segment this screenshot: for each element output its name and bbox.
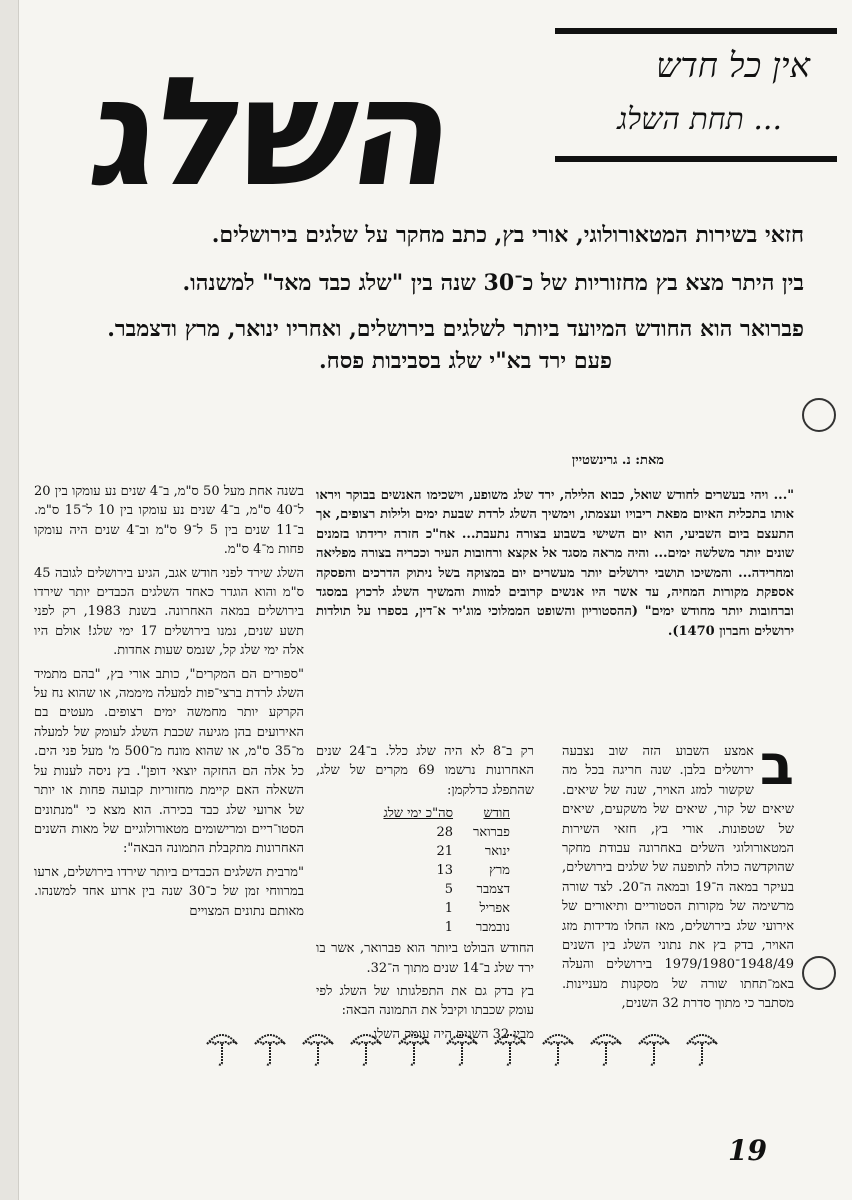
table-header-row — [373, 804, 520, 823]
table-row — [373, 918, 520, 937]
umbrella-icon — [541, 1028, 575, 1068]
month-cell: אפריל — [479, 901, 510, 917]
lead-line-2: בין היתר מצא בץ מחזוריות של כ־30 שנה בין "שלג כבד מאד" למשנהו. — [182, 270, 804, 296]
days-cell: 21 — [436, 844, 454, 860]
table-row — [373, 899, 520, 918]
paragraph: השלג שירד לפני חודש אגב, הגיע בירושלים לגובה 45 ס"מ והוא הוגדר כאחד השלגים הכבדים יותר שירדו בירושלים במאה האחרונה. בשנת 1983, רק לפני תשע שנים, נמנו בירושלים 17 ימי שלג! אולם היו אלה ימי שלג קל, שנמס שעות אחדות. — [34, 565, 304, 659]
table-row — [373, 823, 520, 842]
paragraph: החודש הבולט ביותר הוא פברואר, אשר בו ירד שלג ב־14 שנים מתוך ה־32. — [316, 941, 534, 976]
umbrella-icon — [301, 1028, 335, 1068]
umbrella-border — [205, 1028, 719, 1068]
paragraph: בשנה אחת מעל 50 ס"מ, ב־4 שנים נע עומקו בין 20 ל־40 ס"מ, ב־4 שנים נע עומקו בין 10 ל־15 ס"מ. ב־11 שנים בין 5 ל־9 ס"מ וב־4 שנים היה עומקו פחות מ־4 ס"מ. — [34, 484, 304, 558]
left-column-top — [34, 482, 304, 925]
lead-line-1: חזאי בשירות המטאורולוגי, אורי בץ, כתב מחקר על שלגים בירושלים. — [211, 222, 804, 248]
quote-text: "... ויהי בעשרים לחודש שואל, כבוא הלילה, ירד שלג משופע, וישכימו האנשים בבוקר ויראו אותו בתכלית האיום מפאת ריבויו ועצמתו, וימשיך השלג לרדת שבעת ימים ולילות רצופים, אך התעצם ביום השביעי, הוא יום השישי בשבוע בצורה נתעבת... אח"כ חזרה ירידתו בזמנים שונים יותר משלשה ימים... והיה מראה מסגד אל אקצא ורחובות העיר וככריה בצורה מפליאה ומחרידה... והמשיכו תושבי ירושלים יותר מעשרים יום במצוקה בשל ניתוק הדרכים והפסקה אספקת מקורות המחיה, עד אשר היו אנשים קרובים למוות והמשיך השלג לרכוץ במסגד וברחובות יותר מחודש ימים" (ההסטוריון והשופט הממלוכי מוג'יר א־דין, בספרו על תולדות ירושלים וחברון 1470). — [316, 488, 794, 639]
days-cell: 13 — [436, 863, 454, 879]
umbrella-icon — [253, 1028, 287, 1068]
umbrella-icon — [685, 1028, 719, 1068]
historical-quote — [316, 486, 794, 645]
header-rule-bottom — [555, 156, 837, 162]
lead-line-4: פעם ירד בא"י שלג בסביבות פסח. — [319, 348, 612, 374]
drop-cap: ב — [759, 733, 794, 798]
days-cell: 1 — [444, 920, 454, 936]
table-row — [373, 880, 520, 899]
middle-column — [316, 742, 534, 1048]
days-cell: 1 — [444, 901, 454, 917]
lead-line-3: פברואר הוא החודש המיועד ביותר לשלגים בירושלים, ואחריו ינואר, מרץ ודצמבר. — [107, 316, 804, 342]
punch-hole-bottom — [802, 956, 836, 990]
umbrella-icon — [205, 1028, 239, 1068]
table-row — [373, 842, 520, 861]
umbrella-icon — [445, 1028, 479, 1068]
umbrella-icon — [493, 1028, 527, 1068]
days-cell: 5 — [444, 882, 454, 898]
header-month: חודש — [483, 806, 510, 822]
punch-hole-top — [802, 398, 836, 432]
umbrella-icon — [589, 1028, 623, 1068]
month-cell: דצמבר — [476, 882, 510, 898]
binding-edge — [0, 0, 19, 1200]
paragraph: מבין 32 השנים היה עומק השלג — [372, 1026, 534, 1042]
author-byline: מאת: נ. גרינשטיין — [571, 453, 664, 468]
month-cell: נובמבר — [475, 920, 510, 936]
article-title: השלג — [79, 46, 463, 220]
paragraph: "ספורים הם המקרים", כותב אורי בץ, "בהם מתמיד השלג לרדת ברצי־פות למעלה מיממה, או שהוא נח על הקרקע יותר מחמשה ימים רצופים. מעטים בם האירועים בהן מגיעה שכבת השלג לעומק של למעלה מ־35 ס"מ, או שהוא מונח מ־500 מ' מעל פני הים. כל אלה הם החזקה יוצאי דופן". בץ ניסה לענות על השאלה האם קיימת מחזוריות קבועה פחות או יותר של ארועי שלג כבד בכירה. הוא מצא כי "מנתונים הסטו־ריים ומרישומים מטאורולוגיים של מאות השנים האחרונות מתקבלת התמונה הבאה": — [34, 666, 304, 857]
month-cell: ינואר — [484, 844, 510, 860]
paragraph: "מרבית השלגים הכבדים ביותר שירדו בירושלים, ארעו במרווחי זמן של כ־30 שנה בין ארוע אחד למשנהו. מאותם נתונים המצויים — [34, 864, 304, 919]
month-cell: פברואר — [473, 825, 510, 841]
header-rule-top — [555, 28, 837, 34]
handwritten-line-1: אין כל חדש — [656, 46, 810, 86]
page-number: 19 — [728, 1134, 767, 1167]
paragraph: אמצע השבוע הזה שוב נצבעה ירושלים בלבן. שנה חריגה בכל מה שקשור למזג האויר, שנה של שיאים. שיאים של קור, שיאים של משקעים, שיאים של שטפונות. אורי בץ, חזאי השירות המטאורולוגי השלים באחרונה עבודת מחקר שהוקדשה כולה לתופעה של שלגים בירושלים, בעיקר במאה ה־19 ובמאה ה־20. לצד שורה מרשימה של מקורות הסטוריים ותיאורים של אירועי שלג בירושלים, מאז החלו מדידות מזג האויר, בדק בץ את נתוני השלג בין השנים 1948/49־1979/1980 בירושלים והעלה באמ־תחתו שורה של מסקנות מעניינות. מסתבר כי מתוך סדרת 32 השנים, — [562, 744, 795, 1012]
snow-days-table — [373, 804, 520, 937]
umbrella-icon — [397, 1028, 431, 1068]
days-cell: 28 — [436, 825, 454, 841]
umbrella-icon — [349, 1028, 383, 1068]
paragraph: בץ בדק גם את התפלגותו של השלג לפי עומק שכבתו וקיבל את התמונה הבאה: — [316, 984, 534, 1019]
table-intro: רק ב־8 לא היה שלג כלל. ב־24 שנים האחרונות נרשמו 69 מקרים של שלג, שהתפלג כדלקמן: — [316, 744, 535, 798]
header-total: סה"כ ימי שלג — [383, 806, 454, 822]
right-column — [562, 733, 795, 1018]
month-cell: מרץ — [489, 863, 510, 879]
handwritten-line-2: תחת השלג ... — [617, 102, 782, 137]
umbrella-icon — [637, 1028, 671, 1068]
table-row — [373, 861, 520, 880]
